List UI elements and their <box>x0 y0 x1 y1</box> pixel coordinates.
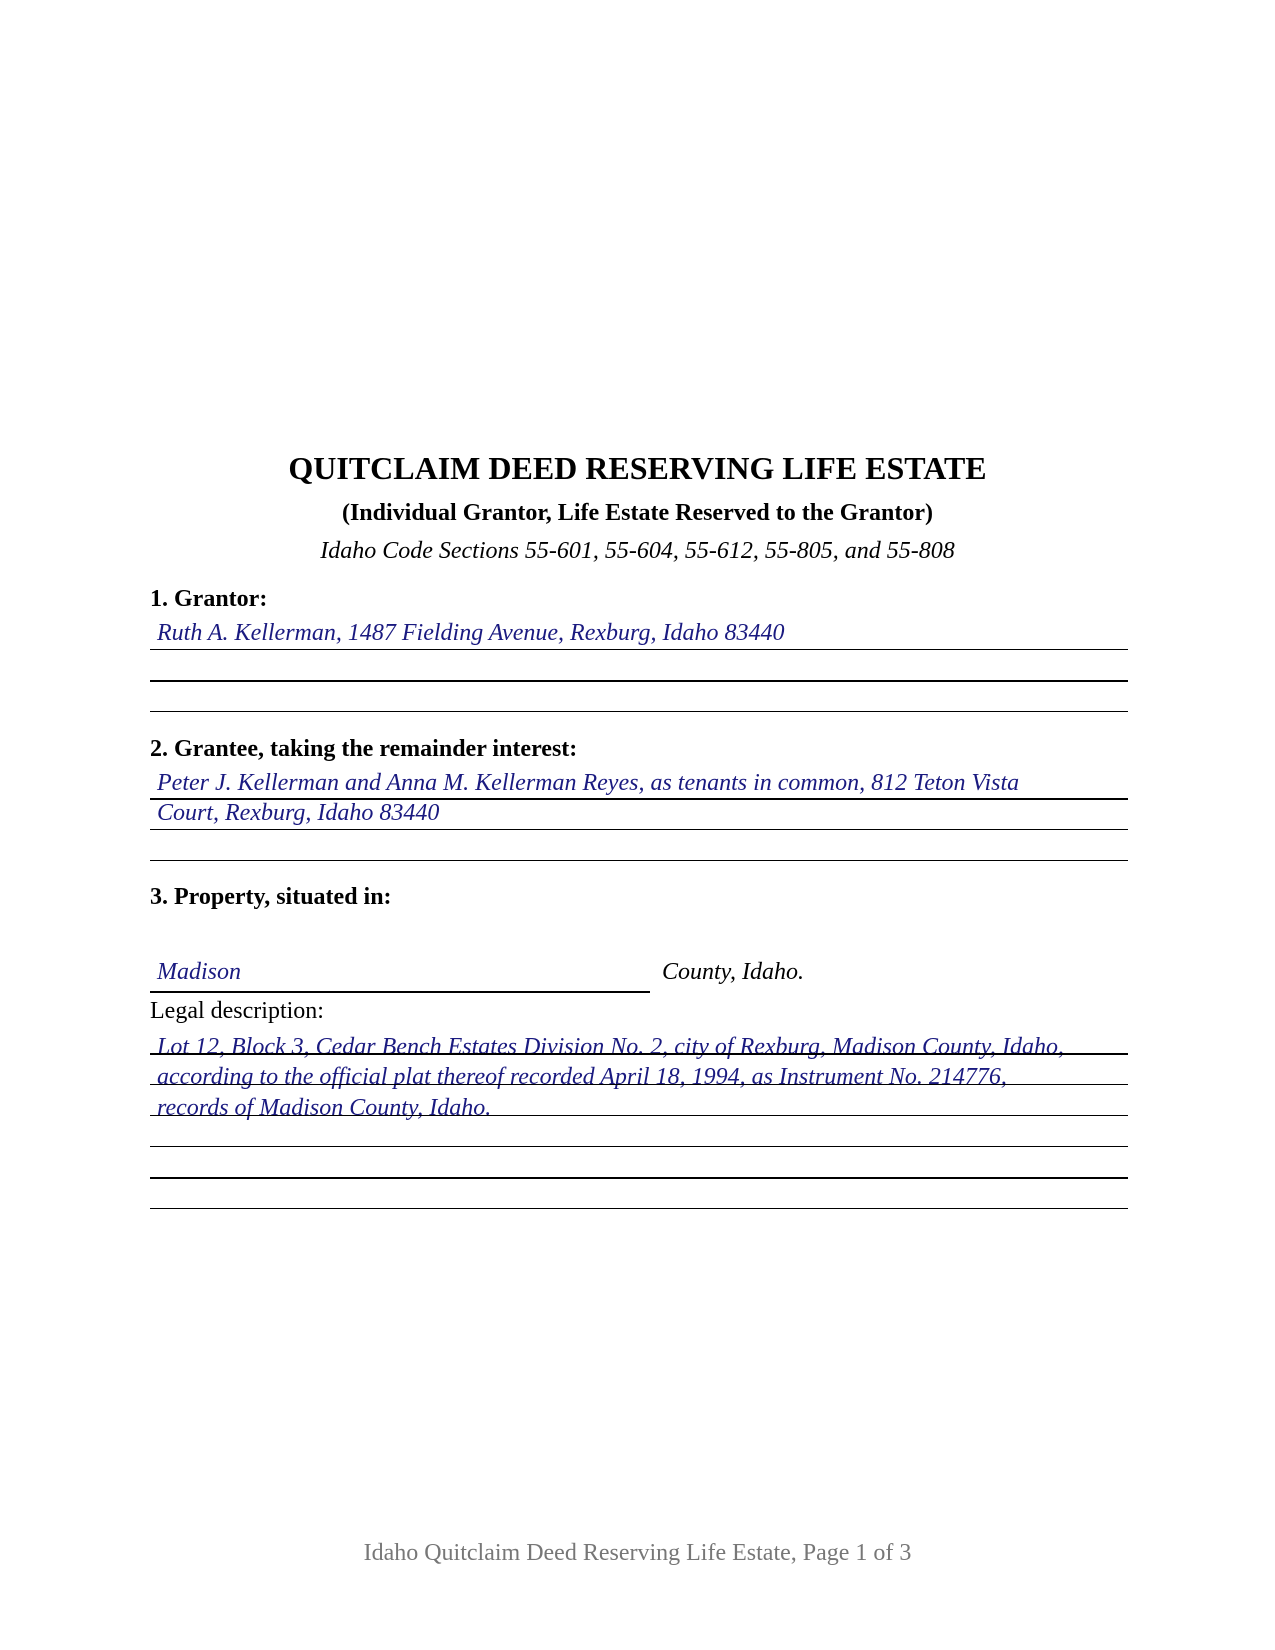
grantor-rule-2[interactable] <box>150 680 1128 682</box>
grantor-line-1[interactable]: Ruth A. Kellerman, 1487 Fielding Avenue, Rexburg, Idaho 83440 <box>157 620 785 646</box>
legal-rule-4[interactable] <box>150 1146 1128 1147</box>
page-footer: Idaho Quitclaim Deed Reserving Life Estate, Page 1 of 3 <box>363 1540 912 1566</box>
legal-rule-5[interactable] <box>150 1177 1128 1179</box>
grantor-rule-3[interactable] <box>150 711 1128 712</box>
legal-rule-3 <box>150 1115 1128 1116</box>
legal-description-label: Legal description: <box>150 998 324 1024</box>
code-reference: Idaho Code Sections 55-601, 55-604, 55-612, 55-805, and 55-808 <box>320 538 955 564</box>
county-suffix: County, Idaho. <box>662 959 804 985</box>
legal-description-line-2[interactable]: according to the official plat thereof recorded April 18, 1994, as Instrument No. 214776, <box>157 1064 1007 1090</box>
grantee-line-2[interactable]: Court, Rexburg, Idaho 83440 <box>157 800 440 826</box>
property-heading: 3. Property, situated in: <box>150 884 392 910</box>
county-field[interactable]: Madison <box>157 959 241 985</box>
grantee-rule-2 <box>150 829 1128 830</box>
legal-rule-1 <box>150 1053 1128 1055</box>
county-rule <box>150 991 650 993</box>
grantee-rule-3[interactable] <box>150 860 1128 861</box>
grantor-rule-1 <box>150 649 1128 650</box>
legal-rule-2 <box>150 1084 1128 1085</box>
legal-rule-6[interactable] <box>150 1208 1128 1209</box>
legal-description-line-1[interactable]: Lot 12, Block 3, Cedar Bench Estates Division No. 2, city of Rexburg, Madison County, Idaho, <box>157 1034 1064 1060</box>
document-subtitle: (Individual Grantor, Life Estate Reserved to the Grantor) <box>341 500 934 526</box>
document-title: QUITCLAIM DEED RESERVING LIFE ESTATE <box>288 450 987 486</box>
legal-description-line-3[interactable]: records of Madison County, Idaho. <box>157 1095 492 1121</box>
grantor-heading: 1. Grantor: <box>150 586 268 612</box>
grantee-line-1[interactable]: Peter J. Kellerman and Anna M. Kellerman Reyes, as tenants in common, 812 Teton Vista <box>157 770 1020 796</box>
grantee-heading: 2. Grantee, taking the remainder interest: <box>150 736 578 762</box>
